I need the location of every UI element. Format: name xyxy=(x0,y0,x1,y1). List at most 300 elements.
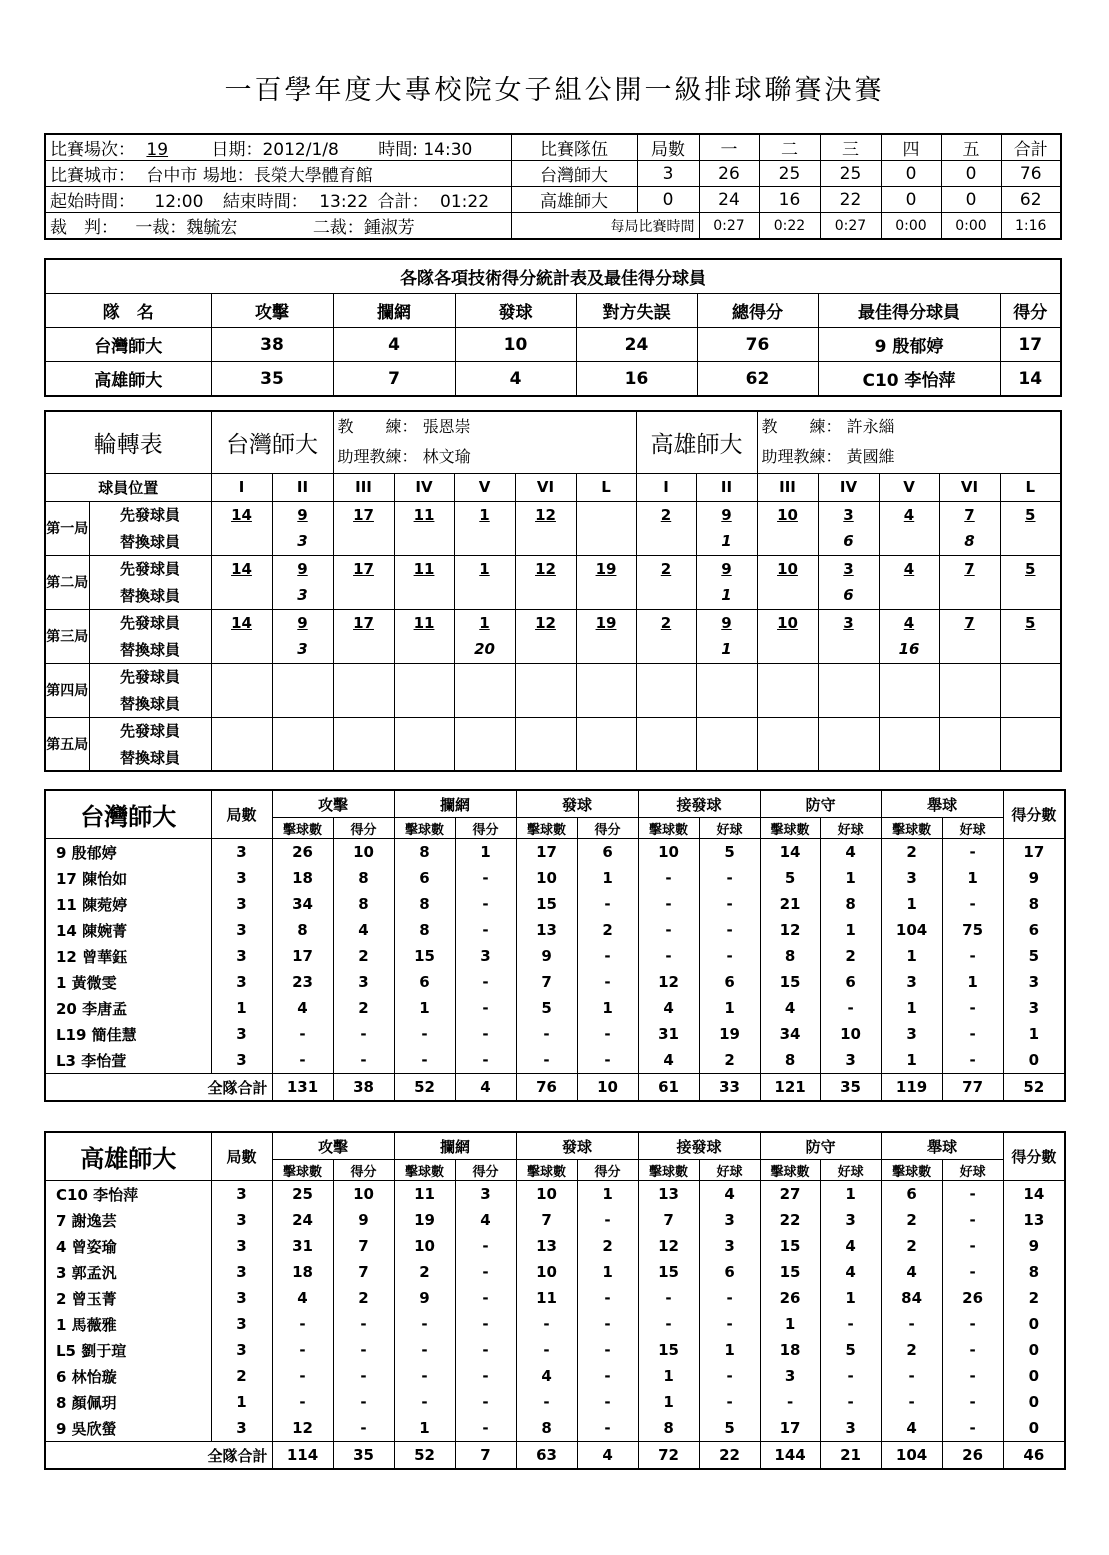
summary-cell: 24 xyxy=(576,328,697,362)
stat-cell: 19 xyxy=(394,1207,455,1233)
stat-cell: 5 xyxy=(1003,943,1065,969)
score-cell: 26 xyxy=(699,161,759,187)
player-name: 3 郭孟汎 xyxy=(45,1259,211,1285)
team-name: 台灣師大 xyxy=(45,790,211,839)
stat-cell: 3 xyxy=(211,839,272,866)
stat-cell: 34 xyxy=(272,891,333,917)
stat-cell: 3 xyxy=(211,1181,272,1208)
score-sets-won: 3 xyxy=(637,161,699,187)
score-header-set3: 三 xyxy=(820,134,881,161)
sub-header: 擊球數 xyxy=(272,818,333,839)
sub-number xyxy=(636,582,696,609)
stat-cell: 15 xyxy=(516,891,577,917)
stat-cell: - xyxy=(516,1047,577,1074)
starter-number xyxy=(333,717,394,744)
stat-cell: 2 xyxy=(881,1233,942,1259)
match-info-line-3: 起始時間： 12:00 結束時間： 13:22 合計： 01:22 xyxy=(45,187,511,213)
player-name: 17 陳怡如 xyxy=(45,865,211,891)
stat-cell: - xyxy=(333,1363,394,1389)
stat-cell: - xyxy=(942,1311,1003,1337)
starter-number: 14 xyxy=(211,609,272,636)
position-label: 球員位置 xyxy=(45,473,211,501)
sub-label: 替換球員 xyxy=(89,690,211,717)
stat-cell: 1 xyxy=(211,1389,272,1415)
position-header: IV xyxy=(818,473,879,501)
stat-cell: - xyxy=(455,891,516,917)
stat-cell: 8 xyxy=(1003,891,1065,917)
starter-number: 10 xyxy=(757,501,818,528)
starter-number: 3 xyxy=(818,501,879,528)
stat-cell: 7 xyxy=(516,1207,577,1233)
sub-number: 6 xyxy=(818,582,879,609)
stat-cell: - xyxy=(455,1259,516,1285)
stat-cell: - xyxy=(577,1207,638,1233)
sub-number: 20 xyxy=(454,636,515,663)
stat-cell: - xyxy=(455,1415,516,1442)
sub-number xyxy=(1000,582,1061,609)
player-name: 9 殷郁婷 xyxy=(45,839,211,866)
table-row xyxy=(45,969,1065,995)
player-name: 4 曾姿瑜 xyxy=(45,1233,211,1259)
starter-number xyxy=(454,663,515,690)
sub-number xyxy=(394,690,454,717)
stat-cell: - xyxy=(455,969,516,995)
stat-cell: - xyxy=(699,943,760,969)
stat-cell: 1 xyxy=(881,995,942,1021)
sub-number xyxy=(333,690,394,717)
sub-number xyxy=(636,744,696,771)
group-header: 攔網 xyxy=(394,1132,516,1160)
sub-number xyxy=(939,582,1000,609)
rotation-title: 輪轉表 xyxy=(45,411,211,473)
stat-cell: - xyxy=(394,1311,455,1337)
player-name: 9 吳欣螢 xyxy=(45,1415,211,1442)
starter-number: 5 xyxy=(1000,609,1061,636)
sub-header: 好球 xyxy=(820,1160,881,1181)
group-header: 防守 xyxy=(760,1132,881,1160)
sub-number xyxy=(272,690,333,717)
stat-cell: 0 xyxy=(1003,1311,1065,1337)
sub-header: 得分 xyxy=(333,818,394,839)
stat-cell: 31 xyxy=(638,1021,699,1047)
stat-cell: 17 xyxy=(516,839,577,866)
stat-cell: - xyxy=(333,1311,394,1337)
set-label: 第五局 xyxy=(45,717,89,771)
stat-cell: - xyxy=(881,1389,942,1415)
stat-cell: 6 xyxy=(881,1181,942,1208)
group-header: 防守 xyxy=(760,790,881,818)
group-header: 攔網 xyxy=(394,790,516,818)
sub-number xyxy=(757,582,818,609)
table-row xyxy=(45,1389,1065,1415)
stat-cell: 4 xyxy=(881,1259,942,1285)
stat-cell: 9 xyxy=(516,943,577,969)
stat-cell: 7 xyxy=(516,969,577,995)
stat-cell: - xyxy=(942,1337,1003,1363)
stat-cell: 1 xyxy=(820,865,881,891)
group-header: 發球 xyxy=(516,1132,638,1160)
stat-cell: 7 xyxy=(333,1259,394,1285)
stat-cell: - xyxy=(272,1047,333,1074)
sub-number xyxy=(211,744,272,771)
starter-number: 7 xyxy=(939,555,1000,582)
summary-cell: 10 xyxy=(455,328,576,362)
stat-cell: 34 xyxy=(760,1021,820,1047)
sub-label: 替換球員 xyxy=(89,582,211,609)
stat-cell: - xyxy=(455,1285,516,1311)
stat-cell: - xyxy=(699,865,760,891)
stat-cell: 26 xyxy=(760,1285,820,1311)
stat-cell: 17 xyxy=(272,943,333,969)
starter-number: 1 xyxy=(454,609,515,636)
sub-header: 得分 xyxy=(577,1160,638,1181)
stat-cell: 5 xyxy=(760,865,820,891)
starter-number xyxy=(1000,717,1061,744)
position-header: L xyxy=(576,473,636,501)
sub-number xyxy=(211,690,272,717)
stat-cell: 4 xyxy=(881,1415,942,1442)
group-header: 攻擊 xyxy=(272,790,394,818)
stat-cell: 1 xyxy=(394,995,455,1021)
stat-cell: 1 xyxy=(820,917,881,943)
stat-cell: 13 xyxy=(1003,1207,1065,1233)
stat-cell: 3 xyxy=(881,865,942,891)
stat-cell: 1 xyxy=(1003,1021,1065,1047)
stat-cell: 3 xyxy=(881,1021,942,1047)
stat-cell: - xyxy=(577,1285,638,1311)
sub-number xyxy=(454,582,515,609)
score-header-sets: 局數 xyxy=(637,134,699,161)
starter-number xyxy=(818,663,879,690)
stat-cell: 7 xyxy=(638,1207,699,1233)
stat-cell: 8 xyxy=(394,917,455,943)
summary-header: 攔網 xyxy=(333,294,455,328)
total-cell: 4 xyxy=(577,1442,638,1470)
summary-header: 攻擊 xyxy=(211,294,333,328)
starter-number: 9 xyxy=(696,609,757,636)
sub-number xyxy=(879,744,939,771)
starter-number: 12 xyxy=(515,609,576,636)
stat-cell: 0 xyxy=(1003,1047,1065,1074)
starter-label: 先發球員 xyxy=(89,609,211,636)
stat-cell: 6 xyxy=(699,969,760,995)
set-time: 0:00 xyxy=(941,213,1001,240)
stat-cell: - xyxy=(455,1021,516,1047)
total-cell: 144 xyxy=(760,1442,820,1470)
player-name: 12 曾華鈺 xyxy=(45,943,211,969)
team-name: 高雄師大 xyxy=(45,1132,211,1181)
starter-number: 2 xyxy=(636,609,696,636)
stat-cell: - xyxy=(942,1233,1003,1259)
sub-header: 擊球數 xyxy=(638,818,699,839)
table-row xyxy=(45,995,1065,1021)
starter-number: 17 xyxy=(333,501,394,528)
score-header-set2: 二 xyxy=(759,134,820,161)
sub-number xyxy=(939,744,1000,771)
sub-header: 擊球數 xyxy=(394,1160,455,1181)
group-header: 發球 xyxy=(516,790,638,818)
stat-cell: 8 xyxy=(1003,1259,1065,1285)
starter-number xyxy=(394,717,454,744)
position-header: VI xyxy=(939,473,1000,501)
stat-cell: - xyxy=(455,865,516,891)
stat-cell: 2 xyxy=(881,839,942,866)
stat-cell: 3 xyxy=(211,1207,272,1233)
sub-number xyxy=(696,690,757,717)
stat-cell: - xyxy=(638,891,699,917)
starter-number xyxy=(939,717,1000,744)
table-row xyxy=(45,891,1065,917)
sub-number: 1 xyxy=(696,636,757,663)
starter-number xyxy=(211,663,272,690)
starter-number xyxy=(272,663,333,690)
summary-cell: 76 xyxy=(697,328,818,362)
stat-cell: - xyxy=(272,1311,333,1337)
stat-cell: 3 xyxy=(211,969,272,995)
starter-number xyxy=(454,717,515,744)
starter-number xyxy=(696,663,757,690)
total-cell: 35 xyxy=(820,1074,881,1102)
starter-number: 5 xyxy=(1000,555,1061,582)
sub-number: 6 xyxy=(818,528,879,555)
table-row xyxy=(45,1021,1065,1047)
stat-cell: 8 xyxy=(394,839,455,866)
stat-cell: 10 xyxy=(516,1259,577,1285)
stat-cell: 1 xyxy=(455,839,516,866)
summary-cell: 38 xyxy=(211,328,333,362)
starter-number: 10 xyxy=(757,555,818,582)
player-name: 8 顏佩玥 xyxy=(45,1389,211,1415)
player-name: 7 謝逸芸 xyxy=(45,1207,211,1233)
stat-cell: 12 xyxy=(760,917,820,943)
stat-cell: 8 xyxy=(760,943,820,969)
stat-cell: 2 xyxy=(699,1047,760,1074)
summary-cell: 4 xyxy=(455,362,576,397)
sub-number xyxy=(939,636,1000,663)
sub-number xyxy=(211,528,272,555)
summary-header: 隊 名 xyxy=(45,294,211,328)
stat-cell: - xyxy=(820,1311,881,1337)
starter-number: 9 xyxy=(696,501,757,528)
totals-label: 全隊合計 xyxy=(45,1074,272,1102)
player-name: 1 馬薇雅 xyxy=(45,1311,211,1337)
starter-number: 7 xyxy=(939,609,1000,636)
stat-cell: 2 xyxy=(333,995,394,1021)
sub-header: 好球 xyxy=(820,818,881,839)
sub-header: 擊球數 xyxy=(881,1160,942,1181)
technical-summary-table xyxy=(44,258,1062,397)
stat-cell: - xyxy=(942,1389,1003,1415)
stat-cell: - xyxy=(881,1311,942,1337)
stat-cell: 1 xyxy=(577,995,638,1021)
stat-cell: - xyxy=(942,943,1003,969)
stat-cell: 11 xyxy=(394,1181,455,1208)
team2-stats-table xyxy=(44,1131,1066,1470)
stat-cell: - xyxy=(577,891,638,917)
stat-cell: 1 xyxy=(577,1259,638,1285)
stat-cell: 1 xyxy=(881,891,942,917)
stat-cell: 31 xyxy=(272,1233,333,1259)
starter-number: 17 xyxy=(333,555,394,582)
stat-cell: - xyxy=(942,1415,1003,1442)
stat-cell: - xyxy=(333,1021,394,1047)
position-header: III xyxy=(757,473,818,501)
set-time: 0:22 xyxy=(759,213,820,240)
set-label: 第一局 xyxy=(45,501,89,555)
stat-cell: 17 xyxy=(760,1415,820,1442)
sub-number xyxy=(211,582,272,609)
stat-cell: 3 xyxy=(333,969,394,995)
score-header-set4: 四 xyxy=(881,134,941,161)
starter-number: 17 xyxy=(333,609,394,636)
stat-cell: - xyxy=(699,917,760,943)
sub-number xyxy=(576,528,636,555)
starter-number: 14 xyxy=(211,555,272,582)
stat-cell: 1 xyxy=(638,1363,699,1389)
stat-cell: 1 xyxy=(394,1415,455,1442)
stat-cell: - xyxy=(455,1233,516,1259)
stat-cell: - xyxy=(455,1311,516,1337)
stat-cell: 84 xyxy=(881,1285,942,1311)
starter-number: 10 xyxy=(757,609,818,636)
table-row xyxy=(45,1363,1065,1389)
score-cell: 22 xyxy=(820,187,881,213)
starter-label: 先發球員 xyxy=(89,501,211,528)
position-header: IV xyxy=(394,473,454,501)
stat-cell: 8 xyxy=(516,1415,577,1442)
stat-cell: 26 xyxy=(942,1285,1003,1311)
sub-header: 擊球數 xyxy=(760,1160,820,1181)
points-header: 得分數 xyxy=(1003,790,1065,839)
summary-team: 台灣師大 xyxy=(45,328,211,362)
stat-cell: 8 xyxy=(394,891,455,917)
summary-header: 得分 xyxy=(1000,294,1061,328)
player-name: 11 陳菀婷 xyxy=(45,891,211,917)
starter-number: 14 xyxy=(211,501,272,528)
stat-cell: - xyxy=(699,1285,760,1311)
stat-cell: 3 xyxy=(211,917,272,943)
stat-cell: 6 xyxy=(394,865,455,891)
stat-cell: 5 xyxy=(516,995,577,1021)
stat-cell: - xyxy=(272,1337,333,1363)
stat-cell: 15 xyxy=(394,943,455,969)
starter-number: 9 xyxy=(272,555,333,582)
stat-cell: - xyxy=(942,1047,1003,1074)
stat-cell: - xyxy=(577,1337,638,1363)
sub-label: 替換球員 xyxy=(89,636,211,663)
sub-header: 擊球數 xyxy=(760,818,820,839)
stat-cell: 15 xyxy=(638,1337,699,1363)
sub-header: 好球 xyxy=(942,818,1003,839)
sub-number xyxy=(696,744,757,771)
stat-cell: 1 xyxy=(820,1285,881,1311)
sub-number xyxy=(515,582,576,609)
starter-label: 先發球員 xyxy=(89,663,211,690)
sub-number xyxy=(454,528,515,555)
starter-number: 3 xyxy=(818,555,879,582)
stat-cell: 3 xyxy=(211,865,272,891)
rotation-table xyxy=(44,410,1062,772)
total-cell: 33 xyxy=(699,1074,760,1102)
table-row xyxy=(45,1259,1065,1285)
summary-cell: 14 xyxy=(1000,362,1061,397)
stat-cell: 17 xyxy=(1003,839,1065,866)
sub-number xyxy=(757,528,818,555)
sub-number xyxy=(636,690,696,717)
starter-number: 19 xyxy=(576,555,636,582)
stat-cell: 1 xyxy=(881,1047,942,1074)
summary-cell: 16 xyxy=(576,362,697,397)
total-cell: 131 xyxy=(272,1074,333,1102)
table-row xyxy=(45,865,1065,891)
starter-number xyxy=(879,717,939,744)
stat-cell: - xyxy=(516,1389,577,1415)
stat-cell: 4 xyxy=(638,995,699,1021)
sub-number xyxy=(515,744,576,771)
stat-cell: 9 xyxy=(1003,1233,1065,1259)
stat-cell: - xyxy=(638,917,699,943)
stat-cell: 2 xyxy=(1003,1285,1065,1311)
starter-number: 4 xyxy=(879,501,939,528)
score-total: 62 xyxy=(1001,187,1061,213)
stat-cell: 3 xyxy=(211,891,272,917)
stat-cell: 2 xyxy=(394,1259,455,1285)
sub-header: 得分 xyxy=(577,818,638,839)
stat-cell: 1 xyxy=(942,865,1003,891)
stat-cell: 15 xyxy=(760,1259,820,1285)
stat-cell: - xyxy=(820,1389,881,1415)
totals-label: 全隊合計 xyxy=(45,1442,272,1470)
stat-cell: 5 xyxy=(820,1337,881,1363)
set-time: 0:27 xyxy=(820,213,881,240)
score-header-team: 比賽隊伍 xyxy=(511,134,637,161)
sub-number xyxy=(939,690,1000,717)
sets-header: 局數 xyxy=(211,1132,272,1181)
stat-cell: - xyxy=(881,1363,942,1389)
sub-number xyxy=(454,690,515,717)
sub-number xyxy=(333,744,394,771)
stat-cell: 4 xyxy=(455,1207,516,1233)
stat-cell: 8 xyxy=(820,891,881,917)
sub-number xyxy=(272,744,333,771)
stat-cell: - xyxy=(455,995,516,1021)
stat-cell: - xyxy=(942,1021,1003,1047)
sub-number xyxy=(757,744,818,771)
stat-cell: 9 xyxy=(1003,865,1065,891)
stat-cell: - xyxy=(577,969,638,995)
total-cell: 46 xyxy=(1003,1442,1065,1470)
stat-cell: 2 xyxy=(577,1233,638,1259)
sub-header: 擊球數 xyxy=(516,1160,577,1181)
stat-cell: - xyxy=(638,865,699,891)
score-header-total: 合計 xyxy=(1001,134,1061,161)
group-header: 接發球 xyxy=(638,1132,760,1160)
set-time: 0:00 xyxy=(881,213,941,240)
starter-number xyxy=(818,717,879,744)
stat-cell: - xyxy=(820,995,881,1021)
stat-cell: 0 xyxy=(1003,1363,1065,1389)
table-row xyxy=(45,943,1065,969)
sub-header: 得分 xyxy=(455,818,516,839)
starter-number xyxy=(576,717,636,744)
stat-cell: 0 xyxy=(1003,1415,1065,1442)
stat-cell: 4 xyxy=(333,917,394,943)
stat-cell: 10 xyxy=(333,839,394,866)
summary-best-player: 9 殷郁婷 xyxy=(818,328,1000,362)
match-info-line-4: 裁 判： 一裁：魏毓宏 二裁：鍾淑芳 xyxy=(45,213,511,240)
stat-cell: - xyxy=(272,1389,333,1415)
sub-number xyxy=(879,690,939,717)
